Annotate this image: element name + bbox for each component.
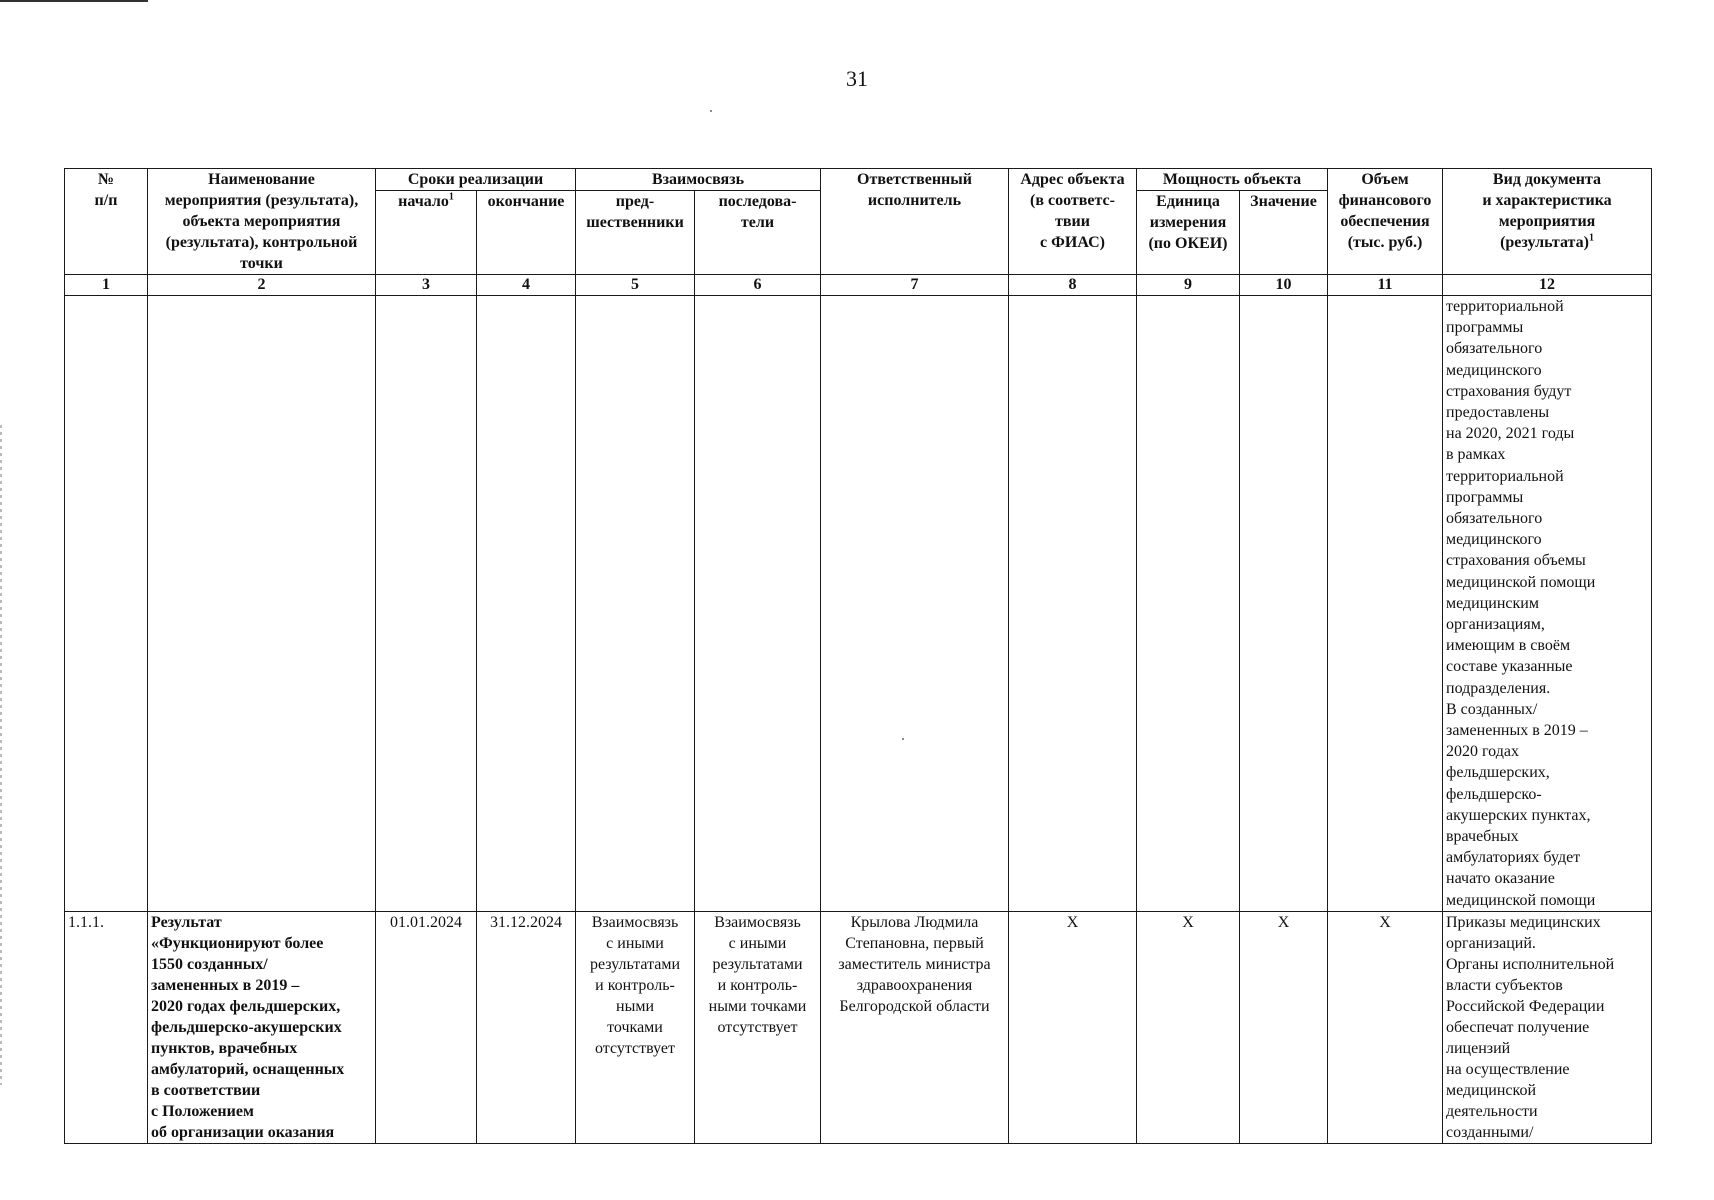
scan-speck — [902, 738, 904, 740]
column-number-row — [65, 275, 1652, 296]
column-number: 4 — [477, 275, 576, 296]
header-start-text: начало — [398, 193, 449, 210]
column-number: 3 — [376, 275, 477, 296]
result-address: Х — [1009, 911, 1137, 1143]
column-number: 12 — [1443, 275, 1652, 296]
continuation-row — [65, 296, 1652, 912]
column-number: 11 — [1328, 275, 1443, 296]
result-row-1-1-1 — [65, 911, 1652, 1143]
header-successors: последова- тели — [695, 191, 821, 275]
column-number: 9 — [1137, 275, 1240, 296]
header-relation-group: Взаимосвязь — [576, 169, 821, 191]
result-num: 1.1.1. — [65, 911, 148, 1143]
plan-table — [64, 168, 1652, 1144]
continuation-cell-empty — [821, 296, 1009, 912]
header-unit: Единица измерения (по ОКЕИ) — [1137, 191, 1240, 275]
continuation-cell-empty — [1137, 296, 1240, 912]
column-number: 7 — [821, 275, 1009, 296]
result-predecessors: Взаимосвязь с иными результатами и контроль- ными точками отсутствует — [576, 911, 695, 1143]
continuation-cell-empty — [1009, 296, 1137, 912]
result-unit: Х — [1137, 911, 1240, 1143]
continuation-cell-empty — [1240, 296, 1328, 912]
header-start-footnote: 1 — [448, 191, 454, 203]
page-number: 31 — [846, 66, 868, 91]
result-end-date: 31.12.2024 — [477, 911, 576, 1143]
result-doc-text: Приказы медицинских организаций. Органы исполнительной власти субъектов Российской Федерации обеспечат получение лицензий на осуществление медицинской деятельности созданными/ — [1443, 911, 1652, 1143]
column-number: 2 — [148, 275, 376, 296]
header-doc-type-text: Вид документа и характеристика мероприятия (результата) — [1482, 171, 1612, 251]
header-name: Наименование мероприятия (результата), объекта мероприятия (результата), контрольной точки — [148, 169, 376, 275]
continuation-doc-text: территориальной программы обязательного медицинского страхования будут предоставлены на 2020, 2021 годы в рамках территориальной программы обязательного медицинского страхования объемы медицинской помощи медицинским организациям, имеющим в своём составе указанные подразделения. В созданных/ замененных в 2019 – 2020 годах фельдшерских, фельдшерско- акушерских пунктах, врачебных амбулаториях будет начато оказание медицинской помощи — [1443, 296, 1652, 912]
scan-top-rule — [0, 0, 148, 2]
column-number: 5 — [576, 275, 695, 296]
continuation-cell-empty — [695, 296, 821, 912]
header-start — [376, 191, 477, 275]
header-doc-type-footnote: 1 — [1588, 232, 1594, 244]
result-start-date: 01.01.2024 — [376, 911, 477, 1143]
continuation-cell-empty — [477, 296, 576, 912]
header-address: Адрес объекта (в соответс- твии с ФИАС) — [1009, 169, 1137, 275]
header-funding: Объем финансового обеспечения (тыс. руб.) — [1328, 169, 1443, 275]
scan-left-edge — [0, 425, 2, 1085]
header-value: Значение — [1240, 191, 1328, 275]
continuation-cell-empty — [376, 296, 477, 912]
header-end: окончание — [477, 191, 576, 275]
header-responsible: Ответственный исполнитель — [821, 169, 1009, 275]
header-capacity-group: Мощность объекта — [1137, 169, 1328, 191]
result-successors: Взаимосвязь с иными результатами и контроль- ными точками отсутствует — [695, 911, 821, 1143]
continuation-cell-empty — [65, 296, 148, 912]
column-number: 8 — [1009, 275, 1137, 296]
result-value: Х — [1240, 911, 1328, 1143]
header-terms-group: Сроки реализации — [376, 169, 576, 191]
header-doc-type — [1443, 169, 1652, 275]
header-predecessors: пред- шественники — [576, 191, 695, 275]
header-num: № п/п — [65, 169, 148, 275]
column-number: 10 — [1240, 275, 1328, 296]
header-row-1 — [65, 169, 1652, 191]
continuation-cell-empty — [148, 296, 376, 912]
continuation-cell-empty — [576, 296, 695, 912]
result-name: Результат «Функционируют более 1550 созданных/ замененных в 2019 – 2020 годах фельдшерских, фельдшерско-акушерских пунктов, врачебных амбулаторий, оснащенных в соответствии с Положением об организации оказания — [148, 911, 376, 1143]
column-number: 6 — [695, 275, 821, 296]
result-funding: Х — [1328, 911, 1443, 1143]
scan-speck — [710, 110, 712, 112]
result-responsible: Крылова Людмила Степановна, первый заместитель министра здравоохранения Белгородской области — [821, 911, 1009, 1143]
continuation-cell-empty — [1328, 296, 1443, 912]
column-number: 1 — [65, 275, 148, 296]
